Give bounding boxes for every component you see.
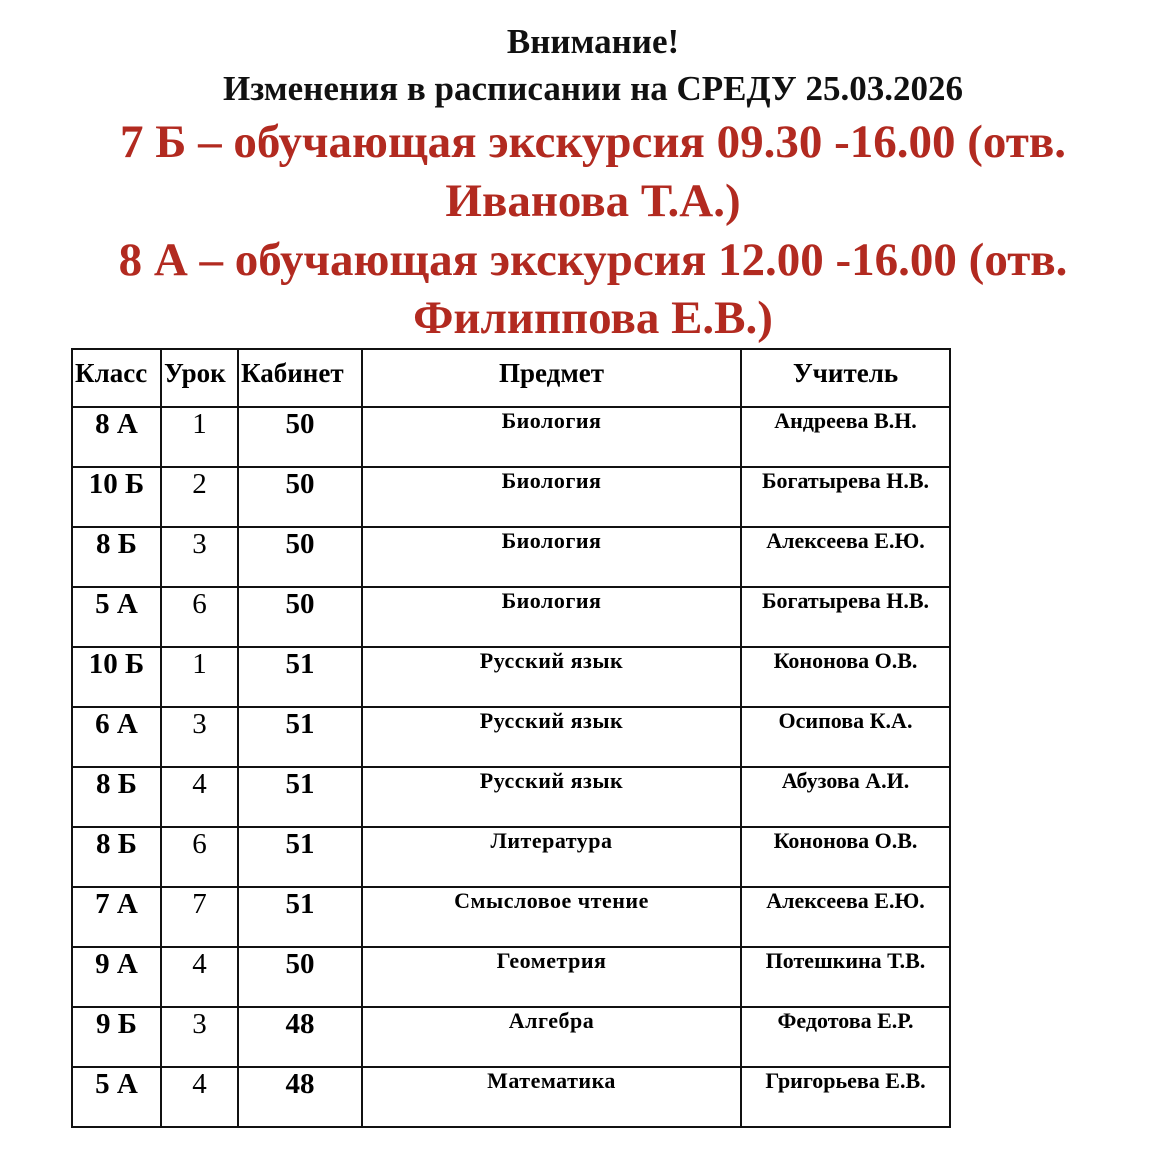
cell-lesson: 4 — [161, 947, 238, 1007]
cell-room: 51 — [238, 767, 362, 827]
cell-teacher: Богатырева Н.В. — [741, 587, 950, 647]
cell-teacher: Потешкина Т.В. — [741, 947, 950, 1007]
table-row — [72, 887, 950, 947]
table-row — [72, 707, 950, 767]
cell-class: 7 А — [72, 887, 161, 947]
table-body — [72, 407, 950, 1127]
cell-class: 9 Б — [72, 1007, 161, 1067]
cell-subject: Биология — [362, 527, 741, 587]
cell-room: 51 — [238, 707, 362, 767]
cell-lesson: 3 — [161, 1007, 238, 1067]
schedule-changes-subtitle: Изменения в расписании на СРЕДУ 25.03.2026 — [223, 69, 963, 108]
excursion-8a-line1: 8 А – обучающая экскурсия 12.00 -16.00 (отв. — [118, 234, 1068, 286]
schedule-table — [71, 348, 951, 1128]
cell-room: 48 — [238, 1007, 362, 1067]
cell-teacher: Кононова О.В. — [741, 647, 950, 707]
cell-subject: Биология — [362, 587, 741, 647]
cell-class: 10 Б — [72, 467, 161, 527]
cell-lesson: 1 — [161, 407, 238, 467]
cell-room: 51 — [238, 887, 362, 947]
excursion-8a-line2: Филиппова Е.В.) — [413, 292, 773, 344]
cell-teacher: Григорьева Е.В. — [741, 1067, 950, 1127]
cell-teacher: Богатырева Н.В. — [741, 467, 950, 527]
cell-teacher: Алексеева Е.Ю. — [741, 527, 950, 587]
cell-room: 50 — [238, 407, 362, 467]
cell-teacher: Алексеева Е.Ю. — [741, 887, 950, 947]
cell-class: 6 А — [72, 707, 161, 767]
cell-subject: Биология — [362, 407, 741, 467]
header-teacher: Учитель — [741, 349, 950, 407]
header-class: Класс — [72, 349, 161, 407]
cell-teacher: Андреева В.Н. — [741, 407, 950, 467]
cell-lesson: 7 — [161, 887, 238, 947]
cell-teacher: Осипова К.А. — [741, 707, 950, 767]
cell-room: 50 — [238, 587, 362, 647]
cell-room: 48 — [238, 1067, 362, 1127]
cell-lesson: 6 — [161, 587, 238, 647]
cell-subject: Математика — [362, 1067, 741, 1127]
cell-subject: Смысловое чтение — [362, 887, 741, 947]
table-row — [72, 407, 950, 467]
header-room: Кабинет — [238, 349, 362, 407]
table-row — [72, 827, 950, 887]
cell-room: 50 — [238, 947, 362, 1007]
cell-subject: Биология — [362, 467, 741, 527]
table-row — [72, 767, 950, 827]
cell-lesson: 4 — [161, 767, 238, 827]
cell-lesson: 1 — [161, 647, 238, 707]
excursion-7b-line1: 7 Б – обучающая экскурсия 09.30 -16.00 (отв. — [120, 116, 1066, 168]
cell-class: 10 Б — [72, 647, 161, 707]
cell-lesson: 3 — [161, 527, 238, 587]
cell-class: 5 А — [72, 587, 161, 647]
cell-class: 5 А — [72, 1067, 161, 1127]
attention-title: Внимание! — [506, 22, 680, 61]
table-row — [72, 1067, 950, 1127]
cell-teacher: Кононова О.В. — [741, 827, 950, 887]
cell-teacher: Федотова Е.Р. — [741, 1007, 950, 1067]
cell-subject: Русский язык — [362, 767, 741, 827]
table-row — [72, 467, 950, 527]
header-subject: Предмет — [362, 349, 741, 407]
table-row — [72, 647, 950, 707]
cell-room: 50 — [238, 527, 362, 587]
cell-class: 8 Б — [72, 827, 161, 887]
cell-room: 51 — [238, 647, 362, 707]
header-lesson: Урок — [161, 349, 238, 407]
cell-class: 8 Б — [72, 767, 161, 827]
table-row — [72, 947, 950, 1007]
cell-room: 51 — [238, 827, 362, 887]
cell-subject: Русский язык — [362, 647, 741, 707]
cell-subject: Алгебра — [362, 1007, 741, 1067]
cell-teacher: Абузова А.И. — [741, 767, 950, 827]
cell-lesson: 2 — [161, 467, 238, 527]
table-row — [72, 587, 950, 647]
table-row — [72, 527, 950, 587]
cell-class: 8 Б — [72, 527, 161, 587]
cell-subject: Геометрия — [362, 947, 741, 1007]
cell-subject: Литература — [362, 827, 741, 887]
cell-class: 9 А — [72, 947, 161, 1007]
cell-lesson: 3 — [161, 707, 238, 767]
cell-room: 50 — [238, 467, 362, 527]
table-row — [72, 1007, 950, 1067]
table-header-row — [72, 349, 950, 407]
cell-class: 8 А — [72, 407, 161, 467]
cell-lesson: 4 — [161, 1067, 238, 1127]
cell-subject: Русский язык — [362, 707, 741, 767]
cell-lesson: 6 — [161, 827, 238, 887]
excursion-7b-line2: Иванова Т.А.) — [445, 175, 741, 227]
